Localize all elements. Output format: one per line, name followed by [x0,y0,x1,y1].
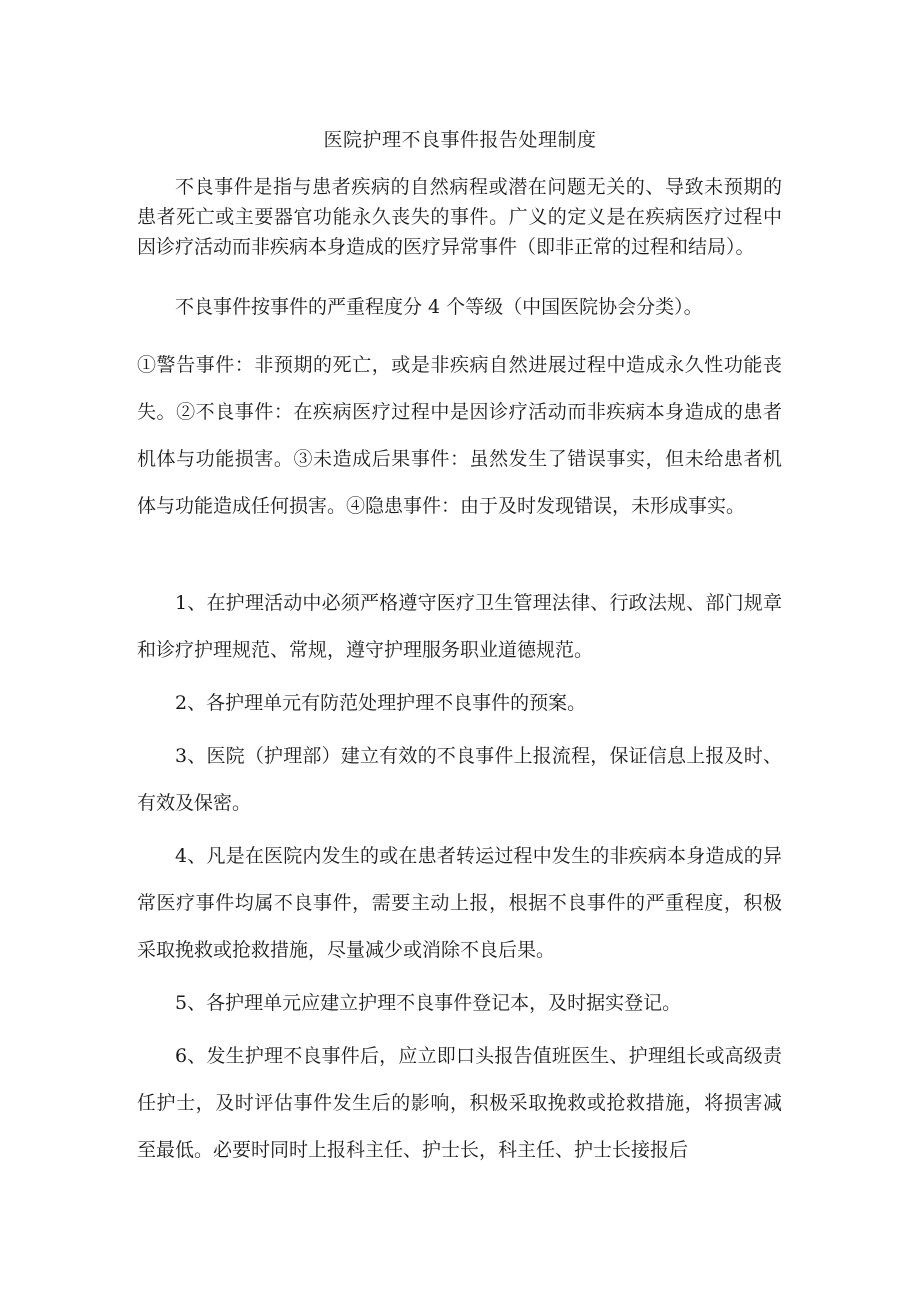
rule-item-5: 5、各护理单元应建立护理不良事件登记本，及时据实登记。 [175,992,682,1014]
document-title: 医院护理不良事件报告处理制度 [323,129,597,151]
levels-paragraph: ①警告事件：非预期的死亡，或是非疾病自然进展过程中造成永久性功能丧失。②不良事件：在疾病医疗过程中是因诊疗活动而非疾病本身造成的患者机体与功能损害。③未造成后果事件：虽然发生了错误事实，但未给患者机体与功能造成任何损害。④隐患事件：由于及时发现错误，未形成事实。 [137,354,782,517]
rule-item-3: 3、医院（护理部）建立有效的不良事件上报流程，保证信息上报及时、有效及保密。 [137,745,782,814]
intro-paragraph: 不良事件是指与患者疾病的自然病程或潜在问题无关的、导致未预期的患者死亡或主要器官功能永久丧失的事件。广义的定义是在疾病医疗过程中因诊疗活动而非疾病本身造成的医疗异常事件（即非正常的过程和结局）。 [137,176,782,258]
intro-section [137,172,782,262]
rule-item-2: 2、各护理单元有防范处理护理不良事件的预案。 [175,692,587,714]
levels-section [137,342,782,530]
rule-item-4: 4、凡是在医院内发生的或在患者转运过程中发生的非疾病本身造成的异常医疗事件均属不良事件，需要主动上报，根据不良事件的严重程度，积极采取挽救或抢救措施，尽量减少或消除不良后果。 [137,845,782,961]
grades-section [137,292,782,322]
rules-section [137,580,782,1180]
rule-item-6: 6、发生护理不良事件后，应立即口头报告值班医生、护理组长或高级责任护士，及时评估事件发生后的影响，积极采取挽救或抢救措施，将损害减至最低。必要时同时上报科主任、护士长，科主任、护士长接报后 [137,1045,782,1161]
rule-item-1: 1、在护理活动中必须严格遵守医疗卫生管理法律、行政法规、部门规章和诊疗护理规范、常规，遵守护理服务职业道德规范。 [137,592,782,661]
grades-paragraph: 不良事件按事件的严重程度分 4 个等级（中国医院协会分类）。 [175,296,703,318]
